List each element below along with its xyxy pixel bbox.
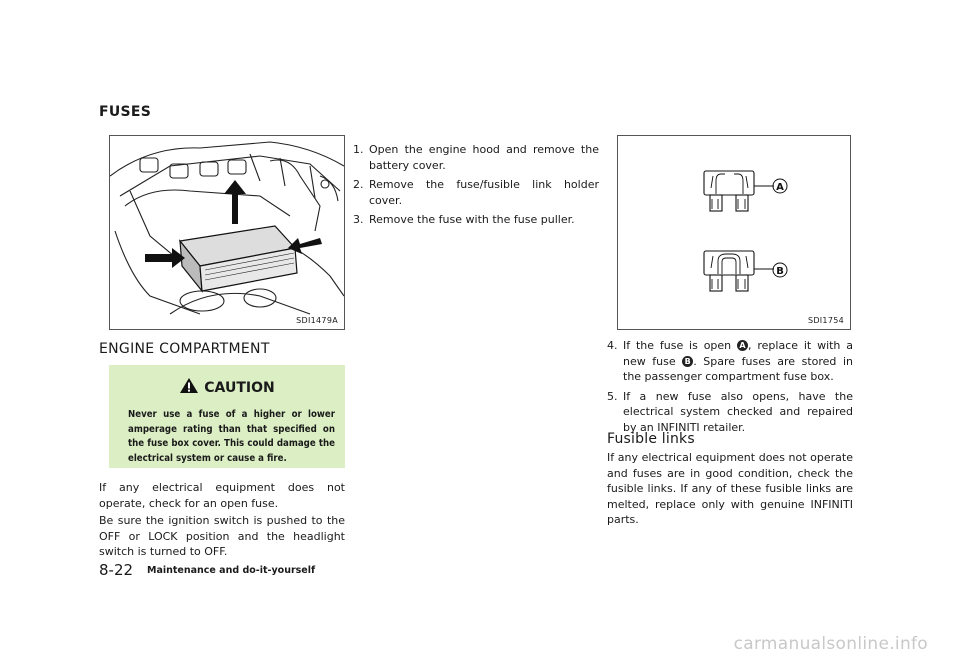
engine-compartment-heading: ENGINE COMPARTMENT [99,341,270,357]
callout-b: B [776,266,784,277]
list-item [607,338,853,385]
watermark: carmanualsonline.info [733,634,928,654]
left-paragraph-2: Be sure the ignition switch is pushed to the OFF or LOCK position and the headlight switch is turned to OFF. [99,514,345,558]
figure-label: SDI1754 [807,316,844,325]
list-item [607,389,853,436]
step-text: Remove the fuse with the fuse puller. [369,213,575,226]
circled-b: B [682,356,693,367]
steps-list-top [353,142,599,232]
caution-title: CAUTION [204,380,275,396]
caution-header [109,377,345,396]
step-number: 5. [607,389,618,403]
step-number: 3. [353,213,364,226]
step-text: . Spare fuses are stored in the passenger compartment fuse box. [623,354,854,383]
section-title: FUSES [99,104,152,120]
step-number: 2. [353,178,364,191]
circled-a: A [737,340,748,351]
steps-list-bottom [607,338,853,439]
fuse-figure [617,135,851,330]
list-item [353,212,599,228]
warning-icon [179,377,199,394]
fusible-links-text: If any electrical equipment does not operate and fuses are in good condition, check the fusible links. If any of these fusible links are melted, replace only with genuine INFINITI parts. [607,451,853,526]
step-text: Remove the fuse/fusible link holder cover. [369,178,599,207]
page-number: 8-22 [99,561,134,579]
step-text: , replace it with a new fuse [623,339,853,368]
caution-box [109,365,345,468]
callout-a: A [776,182,784,193]
list-item [353,177,599,208]
list-item [353,142,599,173]
step-text: If the fuse is open [623,339,732,352]
engine-compartment-illustration [110,136,344,316]
figure-label: SDI1479A [296,316,338,325]
fusible-links-heading: Fusible links [607,431,695,447]
caution-text: Never use a fuse of a higher or lower amperage rating than that specified on the fuse box cover. This could damage the electrical system or cause a fire. [128,409,335,464]
engine-compartment-figure [109,135,345,330]
step-number: 1. [353,143,364,156]
chapter-title: Maintenance and do-it-yourself [147,565,316,576]
fuse-illustration [618,136,850,311]
left-paragraph-1: If any electrical equipment does not operate, check for an open fuse. [99,481,345,510]
step-number: 4. [607,339,618,352]
step-text: Open the engine hood and remove the battery cover. [369,143,599,172]
step-text: If a new fuse also opens, have the electrical system checked and repaired by an INFINITI retailer. [623,389,853,434]
